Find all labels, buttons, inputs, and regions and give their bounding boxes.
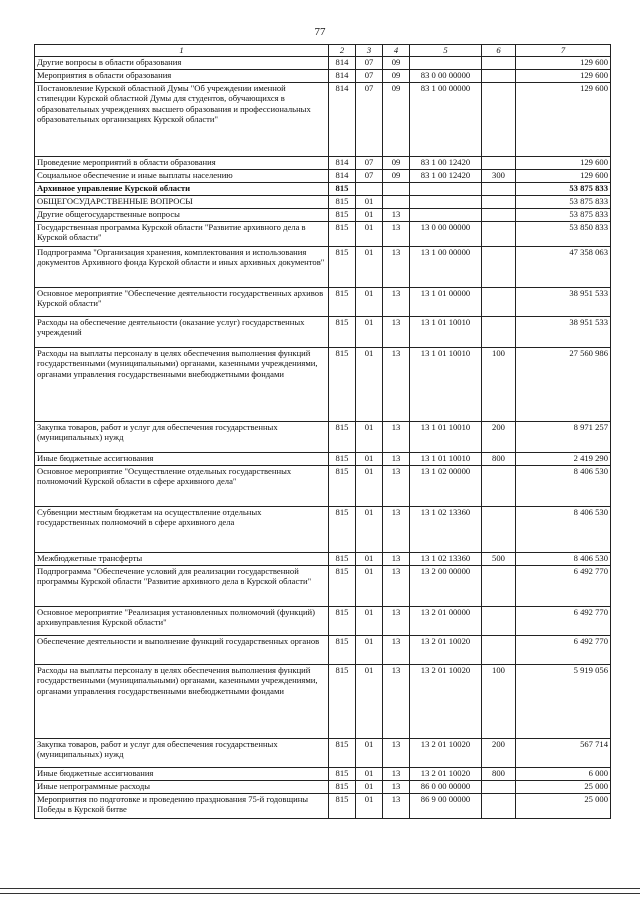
subsection-cell: 13 — [383, 793, 410, 818]
expense-type-cell — [482, 565, 516, 606]
section-cell: 01 — [356, 565, 383, 606]
target-article-cell: 86 9 00 00000 — [410, 793, 482, 818]
section-cell: 07 — [356, 69, 383, 82]
table-row — [35, 169, 611, 182]
column-header: 2 — [329, 45, 356, 57]
expense-type-cell — [482, 635, 516, 664]
amount-cell: 8 406 530 — [516, 506, 611, 552]
section-cell: 01 — [356, 738, 383, 767]
ministry-code-cell: 815 — [329, 767, 356, 780]
target-article-cell: 13 2 01 00000 — [410, 606, 482, 635]
amount-cell: 47 358 063 — [516, 246, 611, 287]
table-row — [35, 156, 611, 169]
expense-type-cell — [482, 793, 516, 818]
section-cell: 07 — [356, 169, 383, 182]
ministry-code-cell: 815 — [329, 606, 356, 635]
ministry-code-cell: 815 — [329, 208, 356, 221]
row-name-cell: Закупка товаров, работ и услуг для обеспечения государственных (муниципальных) нужд — [35, 738, 329, 767]
section-cell: 01 — [356, 552, 383, 565]
subsection-cell: 13 — [383, 221, 410, 246]
target-article-cell: 86 0 00 00000 — [410, 780, 482, 793]
amount-cell: 6 492 770 — [516, 635, 611, 664]
row-name-cell: Закупка товаров, работ и услуг для обеспечения государственных (муниципальных) нужд — [35, 421, 329, 452]
target-article-cell: 13 2 01 10020 — [410, 767, 482, 780]
table-row — [35, 56, 611, 69]
expense-type-cell — [482, 221, 516, 246]
row-name-cell: Иные непрограммные расходы — [35, 780, 329, 793]
section-cell: 01 — [356, 465, 383, 506]
ministry-code-cell: 814 — [329, 56, 356, 69]
column-header: 5 — [410, 45, 482, 57]
section-cell: 01 — [356, 452, 383, 465]
table-row — [35, 246, 611, 287]
amount-cell: 129 600 — [516, 69, 611, 82]
subsection-cell: 13 — [383, 606, 410, 635]
expense-type-cell — [482, 506, 516, 552]
subsection-cell: 13 — [383, 316, 410, 347]
subsection-cell: 13 — [383, 552, 410, 565]
table-row — [35, 793, 611, 818]
header-row — [35, 45, 611, 57]
amount-cell: 27 560 986 — [516, 347, 611, 421]
target-article-cell: 13 1 00 00000 — [410, 246, 482, 287]
row-name-cell: Другие вопросы в области образования — [35, 56, 329, 69]
ministry-code-cell: 815 — [329, 421, 356, 452]
row-name-cell: Основное мероприятие "Реализация установленных полномочий (функций) архивуправления Курской области" — [35, 606, 329, 635]
target-article-cell: 13 2 00 00000 — [410, 565, 482, 606]
ministry-code-cell: 815 — [329, 246, 356, 287]
section-cell: 07 — [356, 56, 383, 69]
section-cell: 01 — [356, 767, 383, 780]
target-article-cell: 13 1 01 00000 — [410, 287, 482, 316]
expense-type-cell — [482, 287, 516, 316]
amount-cell: 2 419 290 — [516, 452, 611, 465]
table-row — [35, 452, 611, 465]
amount-cell: 129 600 — [516, 56, 611, 69]
page-number: 77 — [314, 26, 326, 38]
expense-type-cell: 100 — [482, 664, 516, 738]
expense-type-cell — [482, 316, 516, 347]
section-cell: 01 — [356, 347, 383, 421]
subsection-cell: 13 — [383, 287, 410, 316]
table-row — [35, 664, 611, 738]
table-row — [35, 606, 611, 635]
target-article-cell: 13 2 01 10020 — [410, 664, 482, 738]
expense-type-cell — [482, 780, 516, 793]
table-row — [35, 221, 611, 246]
expense-type-cell — [482, 156, 516, 169]
row-name-cell: Расходы на выплаты персоналу в целях обеспечения выполнения функций государственными (муниципальными) органами, казенными учреждениями, органами управления государственными внебюджетными фондами — [35, 664, 329, 738]
row-name-cell: Иные бюджетные ассигнования — [35, 767, 329, 780]
row-name-cell: Подпрограмма "Организация хранения, комплектования и использования документов Архивного фонда Курской области и иных архивных документов" — [35, 246, 329, 287]
table-row — [35, 780, 611, 793]
ministry-code-cell: 815 — [329, 182, 356, 195]
amount-cell: 6 492 770 — [516, 606, 611, 635]
column-header: 7 — [516, 45, 611, 57]
section-cell: 01 — [356, 246, 383, 287]
subsection-cell: 13 — [383, 208, 410, 221]
subsection-cell: 09 — [383, 69, 410, 82]
amount-cell: 53 850 833 — [516, 221, 611, 246]
expense-type-cell: 300 — [482, 169, 516, 182]
target-article-cell: 83 1 00 00000 — [410, 82, 482, 156]
subsection-cell: 13 — [383, 506, 410, 552]
row-name-cell: Архивное управление Курской области — [35, 182, 329, 195]
expense-type-cell: 500 — [482, 552, 516, 565]
ministry-code-cell: 814 — [329, 156, 356, 169]
section-cell — [356, 182, 383, 195]
section-cell: 01 — [356, 635, 383, 664]
target-article-cell: 13 2 01 10020 — [410, 635, 482, 664]
target-article-cell: 13 1 01 10010 — [410, 452, 482, 465]
expense-type-cell — [482, 182, 516, 195]
ministry-code-cell: 815 — [329, 506, 356, 552]
ministry-code-cell: 815 — [329, 347, 356, 421]
expense-type-cell — [482, 606, 516, 635]
section-cell: 01 — [356, 506, 383, 552]
target-article-cell: 13 1 02 13360 — [410, 506, 482, 552]
row-name-cell: Социальное обеспечение и иные выплаты населению — [35, 169, 329, 182]
expense-type-cell: 200 — [482, 421, 516, 452]
row-name-cell: Основное мероприятие "Осуществление отдельных государственных полномочий Курской области в сфере архивного дела" — [35, 465, 329, 506]
table-row — [35, 565, 611, 606]
subsection-cell: 09 — [383, 169, 410, 182]
subsection-cell: 13 — [383, 664, 410, 738]
expense-type-cell — [482, 56, 516, 69]
target-article-cell: 13 1 02 00000 — [410, 465, 482, 506]
ministry-code-cell: 815 — [329, 780, 356, 793]
table-row — [35, 635, 611, 664]
section-cell: 01 — [356, 195, 383, 208]
column-header: 6 — [482, 45, 516, 57]
expense-type-cell: 100 — [482, 347, 516, 421]
subsection-cell: 13 — [383, 635, 410, 664]
table-row — [35, 506, 611, 552]
table-row — [35, 738, 611, 767]
row-name-cell: ОБЩЕГОСУДАРСТВЕННЫЕ ВОПРОСЫ — [35, 195, 329, 208]
column-header: 4 — [383, 45, 410, 57]
table-row — [35, 552, 611, 565]
expense-type-cell — [482, 208, 516, 221]
ministry-code-cell: 815 — [329, 195, 356, 208]
amount-cell: 38 951 533 — [516, 316, 611, 347]
subsection-cell: 13 — [383, 738, 410, 767]
subsection-cell: 13 — [383, 347, 410, 421]
row-name-cell: Мероприятия по подготовке и проведению празднования 75-й годовщины Победы в Курской битве — [35, 793, 329, 818]
page-bottom-rule — [0, 888, 640, 889]
expense-type-cell: 800 — [482, 767, 516, 780]
subsection-cell: 13 — [383, 246, 410, 287]
row-name-cell: Государственная программа Курской области "Развитие архивного дела в Курской области" — [35, 221, 329, 246]
ministry-code-cell: 815 — [329, 738, 356, 767]
column-header: 1 — [35, 45, 329, 57]
target-article-cell: 13 1 01 10010 — [410, 421, 482, 452]
subsection-cell: 13 — [383, 780, 410, 793]
target-article-cell: 83 1 00 12420 — [410, 169, 482, 182]
amount-cell: 8 406 530 — [516, 465, 611, 506]
subsection-cell — [383, 182, 410, 195]
section-cell: 01 — [356, 287, 383, 316]
subsection-cell: 13 — [383, 767, 410, 780]
row-name-cell: Мероприятия в области образования — [35, 69, 329, 82]
row-name-cell: Расходы на выплаты персоналу в целях обеспечения выполнения функций государственными (муниципальными) органами, казенными учреждениями, органами управления государственными внебюджетными фондами — [35, 347, 329, 421]
expense-type-cell — [482, 246, 516, 287]
ministry-code-cell: 814 — [329, 169, 356, 182]
subsection-cell: 13 — [383, 421, 410, 452]
ministry-code-cell: 815 — [329, 221, 356, 246]
row-name-cell: Расходы на обеспечение деятельности (оказание услуг) государственных учреждений — [35, 316, 329, 347]
amount-cell: 8 406 530 — [516, 552, 611, 565]
table-row — [35, 347, 611, 421]
expense-type-cell: 800 — [482, 452, 516, 465]
subsection-cell: 13 — [383, 452, 410, 465]
ministry-code-cell: 815 — [329, 793, 356, 818]
table-row — [35, 195, 611, 208]
amount-cell: 6 492 770 — [516, 565, 611, 606]
ministry-code-cell: 815 — [329, 316, 356, 347]
table-row — [35, 69, 611, 82]
subsection-cell: 13 — [383, 565, 410, 606]
section-cell: 01 — [356, 793, 383, 818]
subsection-cell: 09 — [383, 156, 410, 169]
row-name-cell: Субвенции местным бюджетам на осуществление отдельных государственных полномочий в сфере архивного дела — [35, 506, 329, 552]
amount-cell: 53 875 833 — [516, 195, 611, 208]
subsection-cell — [383, 195, 410, 208]
amount-cell: 6 000 — [516, 767, 611, 780]
row-name-cell: Подпрограмма "Обеспечение условий для реализации государственной программы Курской области "Развитие архивного дела в Курской области" — [35, 565, 329, 606]
ministry-code-cell: 815 — [329, 552, 356, 565]
row-name-cell: Другие общегосударственные вопросы — [35, 208, 329, 221]
ministry-code-cell: 815 — [329, 565, 356, 606]
row-name-cell: Основное мероприятие "Обеспечение деятельности государственных архивов Курской области" — [35, 287, 329, 316]
amount-cell: 567 714 — [516, 738, 611, 767]
target-article-cell: 13 1 02 13360 — [410, 552, 482, 565]
ministry-code-cell: 815 — [329, 452, 356, 465]
section-cell: 07 — [356, 82, 383, 156]
amount-cell: 25 000 — [516, 793, 611, 818]
row-name-cell: Проведение мероприятий в области образования — [35, 156, 329, 169]
section-cell: 01 — [356, 421, 383, 452]
ministry-code-cell: 815 — [329, 465, 356, 506]
ministry-code-cell: 814 — [329, 69, 356, 82]
target-article-cell: 13 0 00 00000 — [410, 221, 482, 246]
expense-type-cell — [482, 82, 516, 156]
table-row — [35, 465, 611, 506]
table-row — [35, 182, 611, 195]
section-cell: 07 — [356, 156, 383, 169]
row-name-cell: Постановление Курской областной Думы "Об учреждении именной стипендии Курской областной Думы для студентов, обучающихся в образовательных учреждениях высшего образования и профессиональных образовательных организациях Курской области" — [35, 82, 329, 156]
amount-cell: 53 875 833 — [516, 208, 611, 221]
ministry-code-cell: 815 — [329, 287, 356, 316]
expense-type-cell — [482, 465, 516, 506]
row-name-cell: Обеспечение деятельности и выполнение функций государственных органов — [35, 635, 329, 664]
section-cell: 01 — [356, 780, 383, 793]
subsection-cell: 13 — [383, 465, 410, 506]
target-article-cell: 83 1 00 12420 — [410, 156, 482, 169]
amount-cell: 129 600 — [516, 82, 611, 156]
expense-type-cell — [482, 69, 516, 82]
expense-type-cell — [482, 195, 516, 208]
table-row — [35, 767, 611, 780]
section-cell: 01 — [356, 221, 383, 246]
target-article-cell — [410, 195, 482, 208]
column-header: 3 — [356, 45, 383, 57]
section-cell: 01 — [356, 316, 383, 347]
subsection-cell: 09 — [383, 82, 410, 156]
section-cell: 01 — [356, 606, 383, 635]
page-bottom-rule — [0, 893, 640, 894]
subsection-cell: 09 — [383, 56, 410, 69]
row-name-cell: Межбюджетные трансферты — [35, 552, 329, 565]
ministry-code-cell: 815 — [329, 664, 356, 738]
budget-table — [34, 44, 611, 819]
expense-type-cell: 200 — [482, 738, 516, 767]
amount-cell: 25 000 — [516, 780, 611, 793]
table-row — [35, 208, 611, 221]
row-name-cell: Иные бюджетные ассигнования — [35, 452, 329, 465]
amount-cell: 53 875 833 — [516, 182, 611, 195]
target-article-cell: 13 1 01 10010 — [410, 347, 482, 421]
table-row — [35, 82, 611, 156]
target-article-cell — [410, 208, 482, 221]
section-cell: 01 — [356, 664, 383, 738]
target-article-cell: 13 1 01 10010 — [410, 316, 482, 347]
target-article-cell — [410, 56, 482, 69]
target-article-cell: 83 0 00 00000 — [410, 69, 482, 82]
amount-cell: 8 971 257 — [516, 421, 611, 452]
target-article-cell: 13 2 01 10020 — [410, 738, 482, 767]
table-row — [35, 316, 611, 347]
ministry-code-cell: 814 — [329, 82, 356, 156]
ministry-code-cell: 815 — [329, 635, 356, 664]
amount-cell: 38 951 533 — [516, 287, 611, 316]
table-row — [35, 421, 611, 452]
table-row — [35, 287, 611, 316]
target-article-cell — [410, 182, 482, 195]
amount-cell: 5 919 056 — [516, 664, 611, 738]
amount-cell: 129 600 — [516, 169, 611, 182]
amount-cell: 129 600 — [516, 156, 611, 169]
section-cell: 01 — [356, 208, 383, 221]
